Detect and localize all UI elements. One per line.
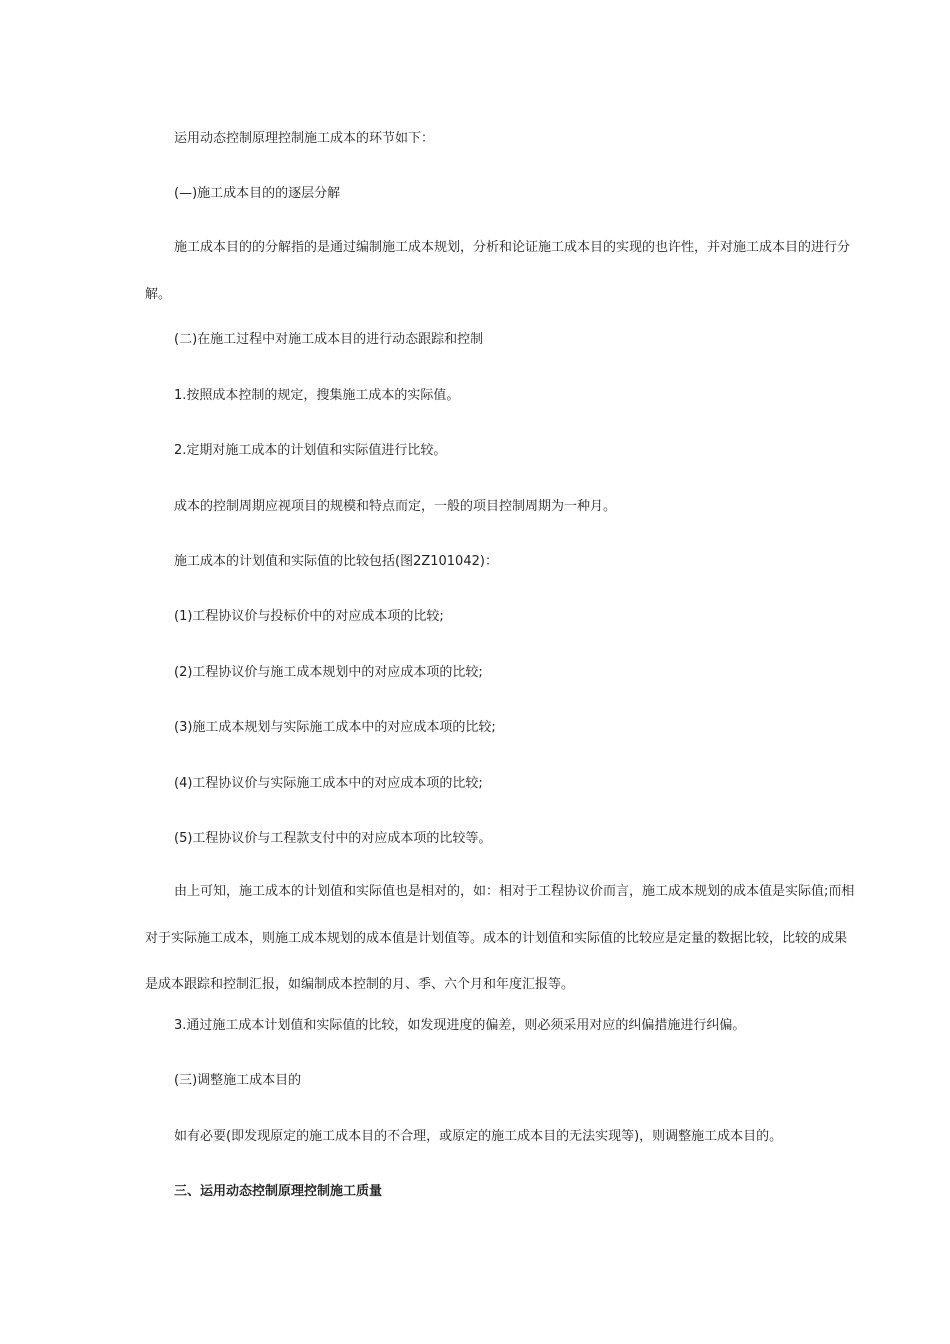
- list-item-1: 1.按照成本控制的规定，搜集施工成本的实际值。: [174, 388, 460, 403]
- list-item-2: 2.定期对施工成本的计划值和实际值进行比较。: [174, 443, 447, 458]
- paragraph-adjust-target: 如有必要(即发现原定的施工成本目的不合理，或原定的施工成本目的无法实现等)，则调整施工成本目的。: [174, 1129, 783, 1144]
- chapter-heading-quality: 三、运用动态控制原理控制施工质量: [174, 1184, 383, 1199]
- comparison-item-2: (2)工程协议价与施工成本规划中的对应成本项的比较;: [174, 665, 483, 680]
- comparison-item-3: (3)施工成本规划与实际施工成本中的对应成本项的比较;: [174, 720, 496, 735]
- paragraph-control-period: 成本的控制周期应视项目的规模和特点而定，一般的项目控制周期为一种月。: [174, 499, 617, 514]
- paragraph-decomposition: 施工成本目的的分解指的是通过编制施工成本规划，分析和论证施工成本目的实现的也许性，并对施工成本目的进行分解。: [145, 240, 851, 302]
- comparison-item-5: (5)工程协议价与工程款支付中的对应成本项的比较等。: [174, 831, 492, 846]
- comparison-item-1: (1)工程协议价与投标价中的对应成本项的比较;: [174, 609, 444, 624]
- section-heading-3: (三)调整施工成本目的: [174, 1073, 302, 1088]
- section-heading-2: (二)在施工过程中对施工成本目的进行动态跟踪和控制: [174, 332, 484, 347]
- paragraph-comparison-intro: 施工成本的计划值和实际值的比较包括(图2Z101042)：: [174, 554, 498, 569]
- paragraph-relative-values: 由上可知，施工成本的计划值和实际值也是相对的，如：相对于工程协议价而言，施工成本规划的成本值是实际值;而相对于实际施工成本，则施工成本规划的成本值是计划值等。成本的计划值和实际值的比较应是定量的数据比较，比较的成果是成本跟踪和控制汇报，如编制成本控制的月、季、六个月和年度汇报等。: [145, 884, 855, 992]
- intro-paragraph: 运用动态控制原理控制施工成本的环节如下：: [174, 131, 435, 146]
- section-heading-1: (—)施工成本目的的逐层分解: [174, 186, 341, 201]
- comparison-item-4: (4)工程协议价与实际施工成本中的对应成本项的比较;: [174, 776, 483, 791]
- list-item-3: 3.通过施工成本计划值和实际值的比较，如发现进度的偏差，则必须采用对应的纠偏措施进行纠偏。: [174, 1018, 746, 1033]
